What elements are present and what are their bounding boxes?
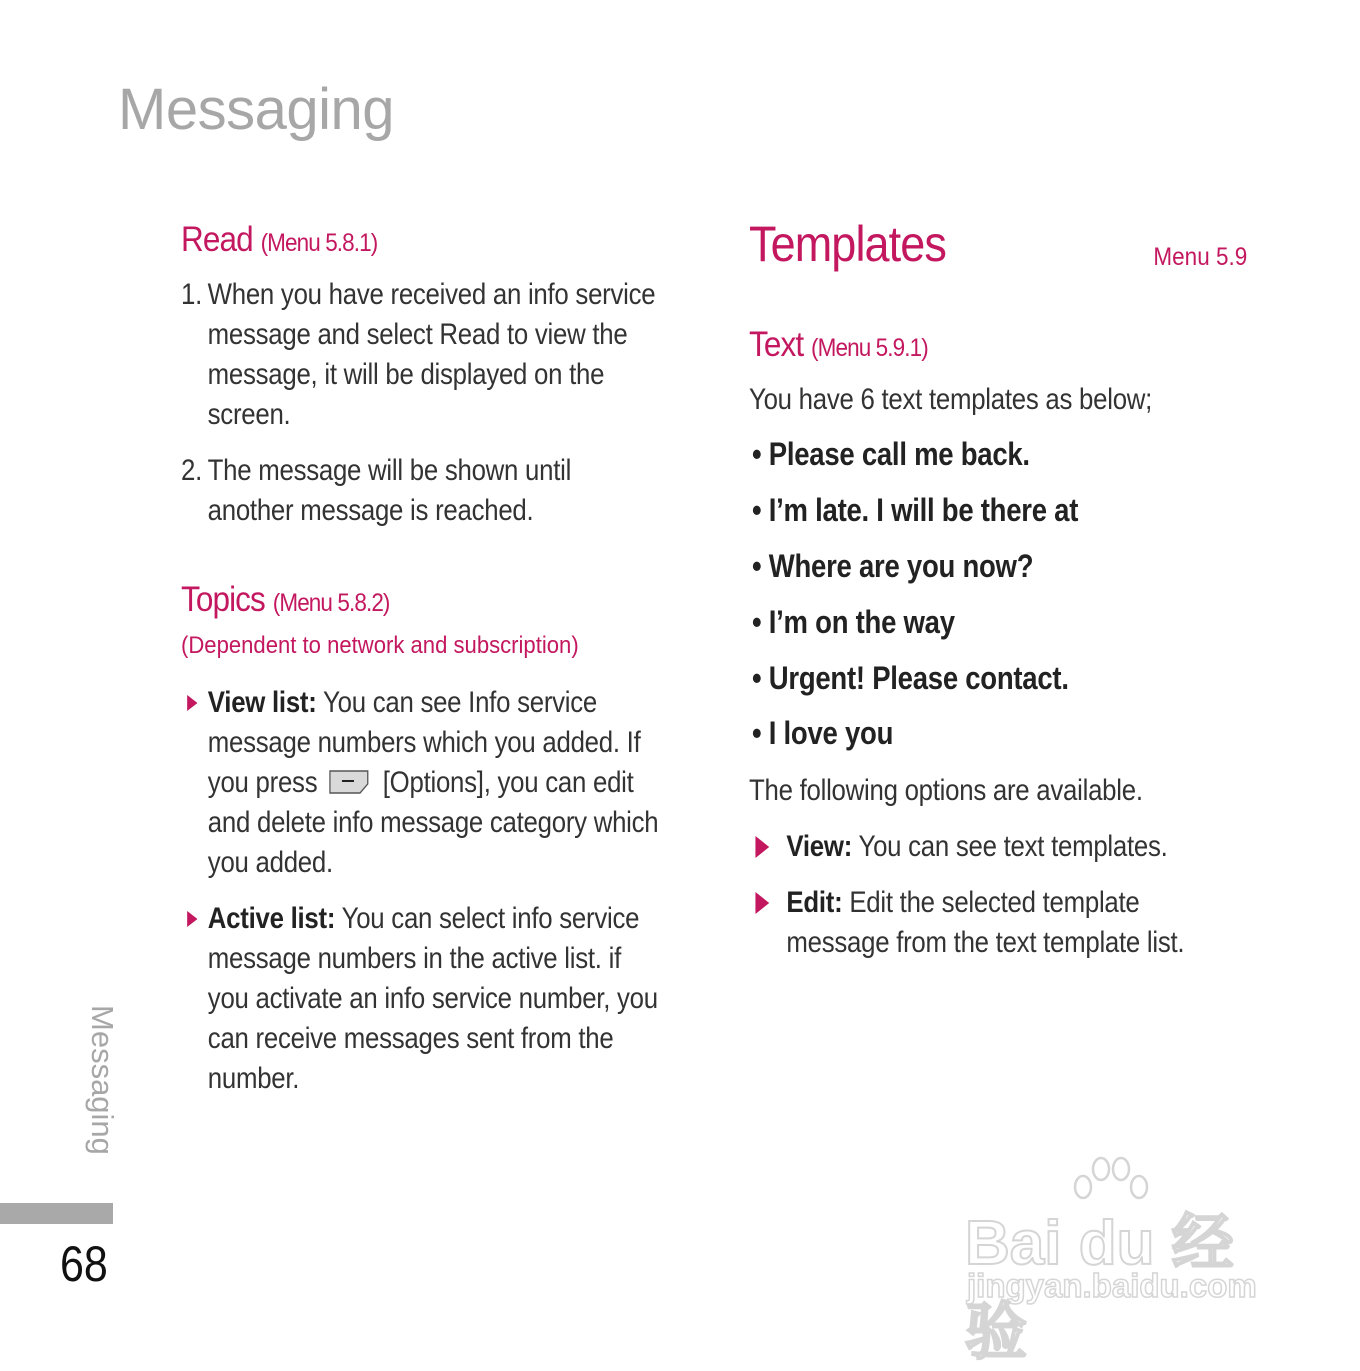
read-step-1: [181, 275, 663, 435]
page-header-title: Messaging: [118, 77, 394, 142]
read-title: Read: [181, 220, 253, 259]
view-list-text-a: You can see Info service message numbers which you added. If you press: [207, 686, 641, 799]
baidu-watermark: [965, 1155, 1285, 1367]
templates-intro: You have 6 text templates as below;: [749, 383, 1153, 416]
edit-text: Edit the selected template message from the text template list.: [786, 886, 1185, 959]
left-softkey-icon: [329, 769, 369, 795]
topics-title: Topics: [181, 580, 265, 619]
arrow-bullet-icon: [755, 892, 769, 914]
template-item: • Where are you now?: [752, 548, 1034, 584]
step-text: The message will be shown until another message is reached.: [207, 454, 572, 527]
page-number: 68: [60, 1236, 108, 1292]
options-intro: The following options are available.: [749, 774, 1143, 807]
topics-note: (Dependent to network and subscription): [181, 632, 579, 659]
active-list-text: You can select info service message numbers in the active list. if you activate an info service number, you can receive messages sent from the number.: [207, 902, 658, 1095]
step-number: 1.: [181, 278, 203, 311]
text-title: Text: [749, 325, 804, 364]
templates-title: Templates: [749, 216, 947, 272]
topics-menu-ref: (Menu 5.8.2): [272, 589, 390, 617]
view-label: View:: [786, 830, 853, 863]
watermark-url: jingyan.baidu.com: [967, 1267, 1257, 1304]
page-number-bar: [0, 1203, 113, 1224]
active-list-label: Active list:: [207, 902, 336, 935]
arrow-bullet-icon: [187, 911, 197, 927]
step-text: When you have received an info service message and select Read to view the message, it will be displayed on the screen.: [207, 278, 656, 431]
text-menu-ref: (Menu 5.9.1): [811, 334, 928, 362]
arrow-bullet-icon: [755, 836, 769, 858]
read-menu-ref: (Menu 5.8.1): [260, 229, 378, 257]
watermark-brand: Bai du 经验: [965, 1209, 1234, 1367]
view-list-label: View list:: [207, 686, 317, 719]
side-section-label: Messaging: [85, 1005, 120, 1155]
topics-heading: [181, 580, 390, 620]
step-number: 2.: [181, 454, 203, 487]
template-item: • I’m late. I will be there at: [752, 492, 1079, 528]
view-text: You can see text templates.: [852, 830, 1168, 863]
template-item: • I love you: [752, 715, 894, 751]
template-item: • I’m on the way: [752, 604, 955, 640]
text-heading: [749, 325, 928, 365]
read-heading: [181, 220, 377, 260]
templates-menu-ref: Menu 5.9: [1153, 243, 1247, 271]
template-item: • Please call me back.: [752, 436, 1030, 472]
read-step-2: [181, 451, 663, 531]
arrow-bullet-icon: [187, 695, 197, 711]
edit-label: Edit:: [786, 886, 843, 919]
view-list-text-b: [Options], you can edit and delete info message category which you added.: [207, 766, 659, 879]
template-item: • Urgent! Please contact.: [752, 660, 1069, 696]
